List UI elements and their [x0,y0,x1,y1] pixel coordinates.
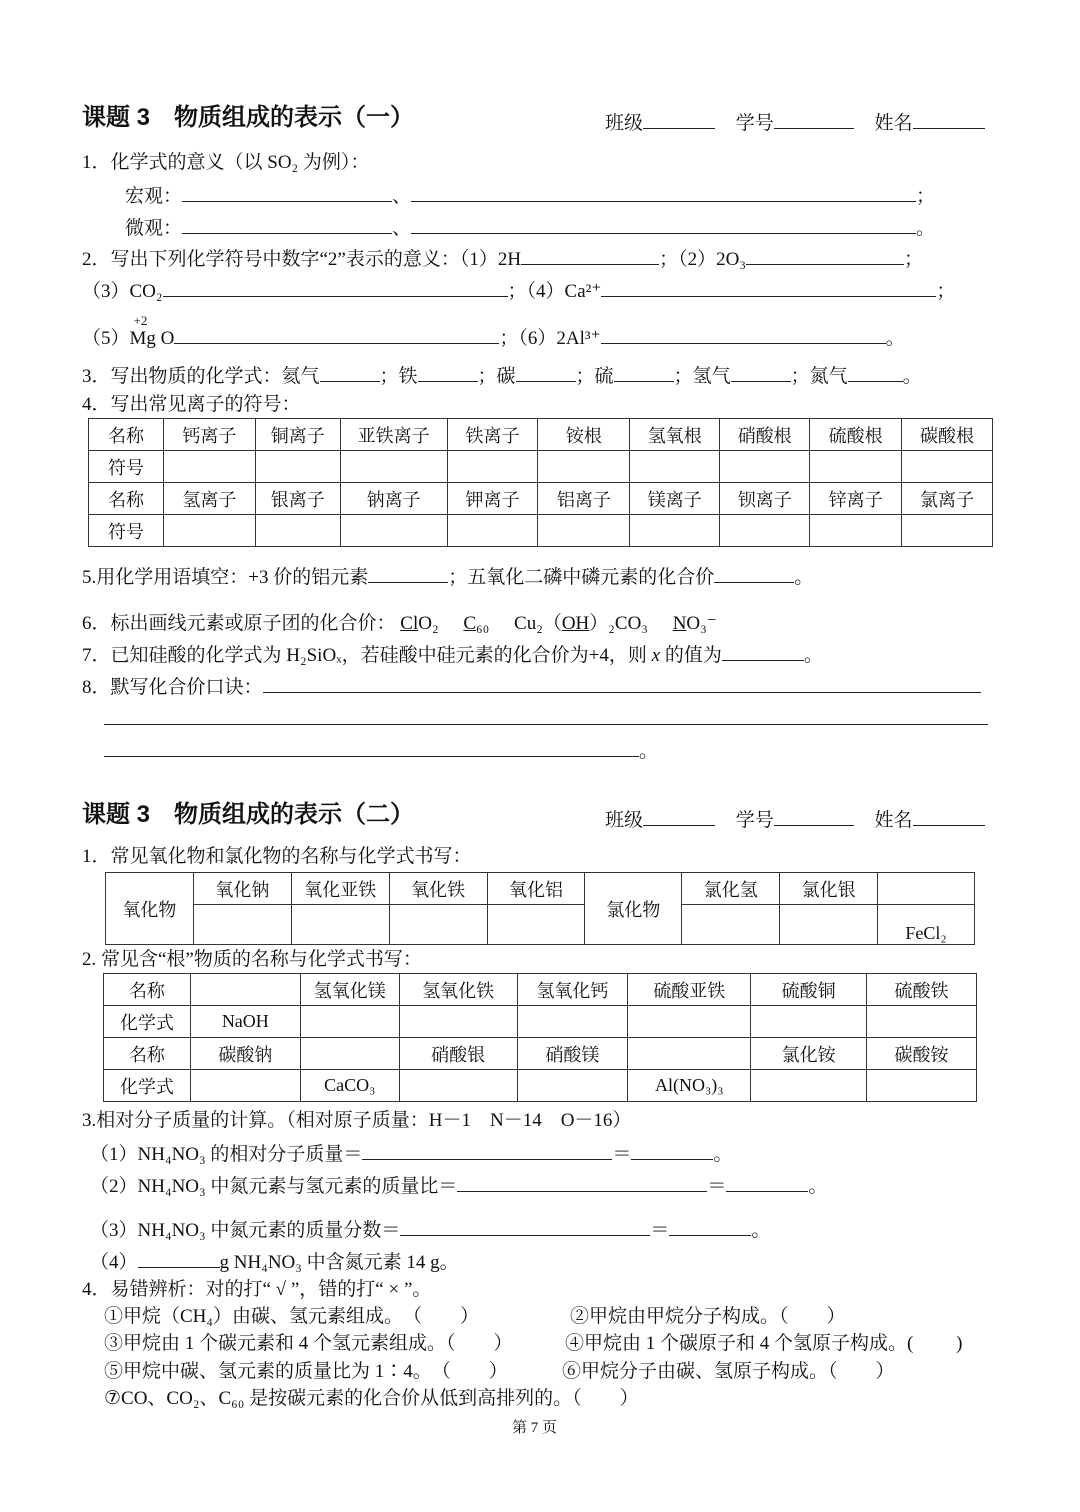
blank[interactable] [848,363,903,382]
cell: 氧化铁 [389,873,487,905]
text: （3）NH₄NO₃ 中氮元素的质量分数＝ [90,1220,401,1241]
blank[interactable] [521,246,659,265]
punct: 。 [713,1144,733,1165]
cell[interactable] [628,1006,751,1038]
class-blank[interactable] [643,807,715,826]
p2-q2: 2. 常见含“根”物质的名称与化学式书写： [82,949,422,970]
cell: NaOH [190,1006,300,1038]
punct: ； [903,249,923,270]
blank[interactable] [746,246,904,265]
cell: 硝酸银 [399,1038,517,1070]
text: O [155,328,175,349]
formula [673,613,717,634]
punct: 。 [902,366,922,387]
class-label: 班级 [605,810,644,831]
q1-macro [125,183,935,209]
blank[interactable] [601,325,886,344]
cell: FeCl₂ [878,905,975,945]
cell[interactable] [517,1070,628,1102]
p2-q3: 3.相对分子质量的计算。（相对原子质量：H－1 N－14 O－16） [82,1110,632,1131]
answer-cell[interactable] [163,451,255,483]
cell: 氢氧化铁 [399,974,517,1006]
table-row [104,974,977,1006]
punct: 。 [808,1176,828,1197]
judge-item-5: ⑤甲烷中碳、氢元素的质量比为 1∶4。 （ ） [104,1361,508,1382]
blank[interactable] [722,642,804,661]
cell[interactable] [517,1006,628,1038]
prefix: Cu₂（ [514,613,562,634]
q1: 1．化学式的意义（以 SO₂ 为例）： [82,152,370,173]
cell: 亚铁离子 [340,419,447,451]
cell: 氢离子 [163,483,255,515]
punct: ； [936,281,956,302]
q2-line3 [82,313,905,351]
cell: 符号 [89,515,164,547]
cell: 名称 [89,483,164,515]
equals: ＝ [650,1220,670,1241]
cell: 硝酸根 [720,419,810,451]
blank[interactable] [263,674,981,693]
mg-with-valence [129,313,156,351]
class-blank[interactable] [643,110,715,129]
table-row [89,515,993,547]
blank[interactable] [368,564,448,583]
cell[interactable] [300,1038,399,1070]
punct: 。 [885,328,905,349]
p2-q3-1 [90,1141,732,1167]
cell[interactable] [878,873,975,905]
blank[interactable] [731,363,791,382]
cell: 硫酸铜 [751,974,867,1006]
blank[interactable] [714,564,794,583]
page-number: 第 7 页 [512,1420,558,1436]
rest: O₃⁻ [686,613,717,634]
cell: 符号 [89,451,164,483]
text: 5.用化学用语填空：+3 价的铝元素 [82,567,369,588]
text: （2）NH₄NO₃ 中氮元素与氢元素的质量比＝ [90,1176,458,1197]
formula [400,613,438,634]
blank[interactable] [163,278,508,297]
blank[interactable] [516,363,576,382]
q8 [82,674,981,700]
id-blank[interactable] [774,807,854,826]
label: 微观： [125,218,183,239]
q4: 4．写出常见离子的符号： [82,394,301,415]
cell: 化学式 [104,1006,191,1038]
valence: +2 [133,313,148,328]
cell: 氯化铵 [751,1038,867,1070]
answer-cell[interactable] [447,451,538,483]
punct: ； [916,186,936,207]
name-label: 姓名 [874,810,913,831]
cell: 氯化物 [585,873,682,945]
cell: 硫酸亚铁 [628,974,751,1006]
cell: 钠离子 [340,483,447,515]
section-title-2: 课题 3 物质组成的表示（二） [82,801,415,828]
answer-cell[interactable] [720,451,810,483]
answer-cell[interactable] [780,905,878,945]
underlined-group: OH [561,613,590,634]
cell[interactable] [190,974,300,1006]
cell: 化学式 [104,1070,191,1102]
cell[interactable] [867,1070,977,1102]
cell: 氧化物 [106,873,194,945]
table-row [104,1038,977,1070]
judge-item-6: ⑥甲烷分子由碳、氢原子构成。（ ） [562,1361,895,1382]
cell: 钡离子 [720,483,810,515]
name-blank[interactable] [913,110,985,129]
cell: 氢氧化钙 [517,974,628,1006]
cell: 铝离子 [538,483,630,515]
blank[interactable] [182,215,392,234]
text: （5） [82,328,130,349]
cell: 氧化亚铁 [291,873,389,905]
p2-q3-3 [90,1217,770,1243]
cell: 钾离子 [447,483,538,515]
text: ；铁 [379,366,418,387]
text: （1）NH₄NO₃ 的相对分子质量＝ [90,1144,363,1165]
cell: 氢氧化镁 [300,974,399,1006]
blank[interactable] [320,363,380,382]
cell: 铜离子 [255,419,340,451]
q6 [82,612,717,636]
answer-cell[interactable] [340,451,447,483]
cell: 碳酸铵 [867,1038,977,1070]
answer-cell[interactable] [163,515,255,547]
punct: 。 [639,741,659,762]
q3 [82,363,922,389]
cell: 锌离子 [810,483,902,515]
cell[interactable] [190,1070,300,1102]
answer-cell[interactable] [538,515,630,547]
blank[interactable] [174,325,499,344]
ion-table [88,418,993,547]
section-title-1: 课题 3 物质组成的表示（一） [82,104,415,131]
q5 [82,564,813,590]
q1-micro [125,215,935,241]
text: ；氮气 [790,366,848,387]
blank[interactable] [457,1173,707,1192]
text: 6．标出画线元素或原子团的化合价： [82,613,396,634]
cell: 硫酸铁 [867,974,977,1006]
cell: 碳酸根 [902,419,993,451]
answer-cell[interactable] [720,515,810,547]
text: 7．已知硅酸的化学式为 H₂SiOₓ，若硅酸中硅元素的化合价为+4，则 [82,645,652,666]
text: ；硫 [575,366,614,387]
formula [514,613,648,634]
cell: 氢氧根 [630,419,720,451]
rest: ）₂CO₃ [589,613,648,634]
underlined-element: N [672,613,687,634]
cell: 氧化钠 [193,873,291,905]
table-row [106,905,975,945]
cell: 铁离子 [447,419,538,451]
equals: ＝ [612,1144,632,1165]
cell[interactable] [399,1006,517,1038]
blank[interactable] [104,738,639,757]
underlined-element: C [463,613,477,634]
name-blank[interactable] [913,807,985,826]
sep: 、 [392,218,412,239]
cell: 镁离子 [630,483,720,515]
rest: O₂ [418,613,439,634]
answer-cell[interactable] [193,905,291,945]
p2-q3-4 [90,1249,459,1275]
answer-cell[interactable] [630,451,720,483]
text: ；碳 [477,366,516,387]
blank[interactable] [411,215,916,234]
cell: CaCO₃ [300,1070,399,1102]
blank[interactable] [614,363,674,382]
text: 8．默写化合价口诀： [82,677,263,698]
p2-q4: 4．易错辨析：对的打“ √ ”，错的打“ × ”。 [82,1279,432,1300]
cell: 硫酸根 [810,419,902,451]
text: ；氢气 [673,366,731,387]
cell: 名称 [89,419,164,451]
answer-cell[interactable] [810,451,902,483]
text: 3．写出物质的化学式：氦气 [82,366,320,387]
cell[interactable] [867,1006,977,1038]
judge-item-4: ④甲烷由 1 个碳原子和 4 个氢原子构成。( ) [565,1333,963,1354]
text: ；（2）2O₃ [659,249,746,270]
cell: 铵根 [538,419,630,451]
q7 [82,642,823,668]
cell: 银离子 [255,483,340,515]
answer-cell[interactable] [902,515,993,547]
answer-cell[interactable] [389,905,487,945]
answer-cell[interactable] [291,905,389,945]
judge-item-3: ③甲烷由 1 个碳元素和 4 个氢元素组成。（ ） [104,1333,513,1354]
punct: 。 [803,645,823,666]
q2 [82,246,923,272]
cell[interactable] [751,1006,867,1038]
judge-item-1: ①甲烷（CH₄）由碳、氢元素组成。 （ ） [104,1306,480,1327]
p2-q1: 1．常见氧化物和氯化物的名称与化学式书写： [82,846,472,867]
cell: 碳酸钠 [190,1038,300,1070]
answer-cell[interactable] [630,515,720,547]
answer-cell[interactable] [255,515,340,547]
blank[interactable] [138,1249,220,1268]
table-row [104,1070,977,1102]
judge-item-7: ⑦CO、CO₂、C₆₀ 是按碳元素的化合价从低到高排列的。（ ） [104,1388,639,1409]
cell: Al(NO₃)₃ [628,1070,751,1102]
table-row [89,419,993,451]
blank[interactable] [669,1217,751,1236]
q8-line2 [104,706,988,732]
formula [463,613,489,634]
cell: 氧化铝 [487,873,585,905]
root-compound-table [103,973,977,1102]
cell: 硝酸镁 [517,1038,628,1070]
cell[interactable] [399,1070,517,1102]
blank[interactable] [400,1217,650,1236]
answer-cell[interactable] [902,451,993,483]
cell: 名称 [104,1038,191,1070]
blank[interactable] [726,1173,808,1192]
blank[interactable] [182,183,392,202]
class-label: 班级 [605,113,644,134]
table-row [104,1006,977,1038]
table-row [89,483,993,515]
name-label: 姓名 [874,113,913,134]
text: g NH₄NO₃ 中含氮元素 14 g。 [219,1252,459,1273]
blank[interactable] [601,278,936,297]
text: （4） [90,1252,138,1273]
blank[interactable] [104,706,988,725]
student-info-2 [605,807,985,833]
id-label: 学号 [735,810,774,831]
cell: 名称 [104,974,191,1006]
punct: 。 [794,567,814,588]
text: （3）CO₂ [82,281,163,302]
answer-cell[interactable] [487,905,585,945]
blank[interactable] [418,363,478,382]
oxide-chloride-table [105,872,975,945]
judge-item-2: ②甲烷由甲烷分子构成。（ ） [570,1306,846,1327]
cell: 氯离子 [902,483,993,515]
cell[interactable] [628,1038,751,1070]
table-row [89,451,993,483]
cell: 氯化银 [780,873,878,905]
cell[interactable] [300,1006,399,1038]
rest: ₆₀ [476,613,490,634]
blank[interactable] [411,183,916,202]
text: 的值为 [660,645,722,666]
blank[interactable] [631,1141,713,1160]
cell: 氯化氢 [682,873,780,905]
equals: ＝ [707,1176,727,1197]
q2-line2 [82,278,955,304]
text: 2．写出下列化学符号中数字“2”表示的意义：（1）2H [82,249,522,270]
text: ；（6）2Al³⁺ [499,328,601,349]
student-info-1 [605,110,985,136]
id-blank[interactable] [774,110,854,129]
answer-cell[interactable] [340,515,447,547]
text: ；五氧化二磷中磷元素的化合价 [448,567,715,588]
text: ；（4）Ca²⁺ [507,281,602,302]
underlined-element: Cl [400,613,419,634]
answer-cell[interactable] [538,451,630,483]
id-label: 学号 [735,113,774,134]
answer-cell[interactable] [682,905,780,945]
p2-q3-2 [90,1173,827,1199]
punct: 。 [916,218,936,239]
variable: x [651,645,661,666]
answer-cell[interactable] [255,451,340,483]
cell[interactable] [751,1070,867,1102]
table-row [106,873,975,905]
answer-cell[interactable] [447,515,538,547]
q8-line3 [104,738,658,764]
element: Mg [129,328,156,349]
blank[interactable] [362,1141,612,1160]
cell: 钙离子 [163,419,255,451]
sep: 、 [392,186,412,207]
label: 宏观： [125,186,183,207]
answer-cell[interactable] [810,515,902,547]
punct: 。 [751,1220,771,1241]
